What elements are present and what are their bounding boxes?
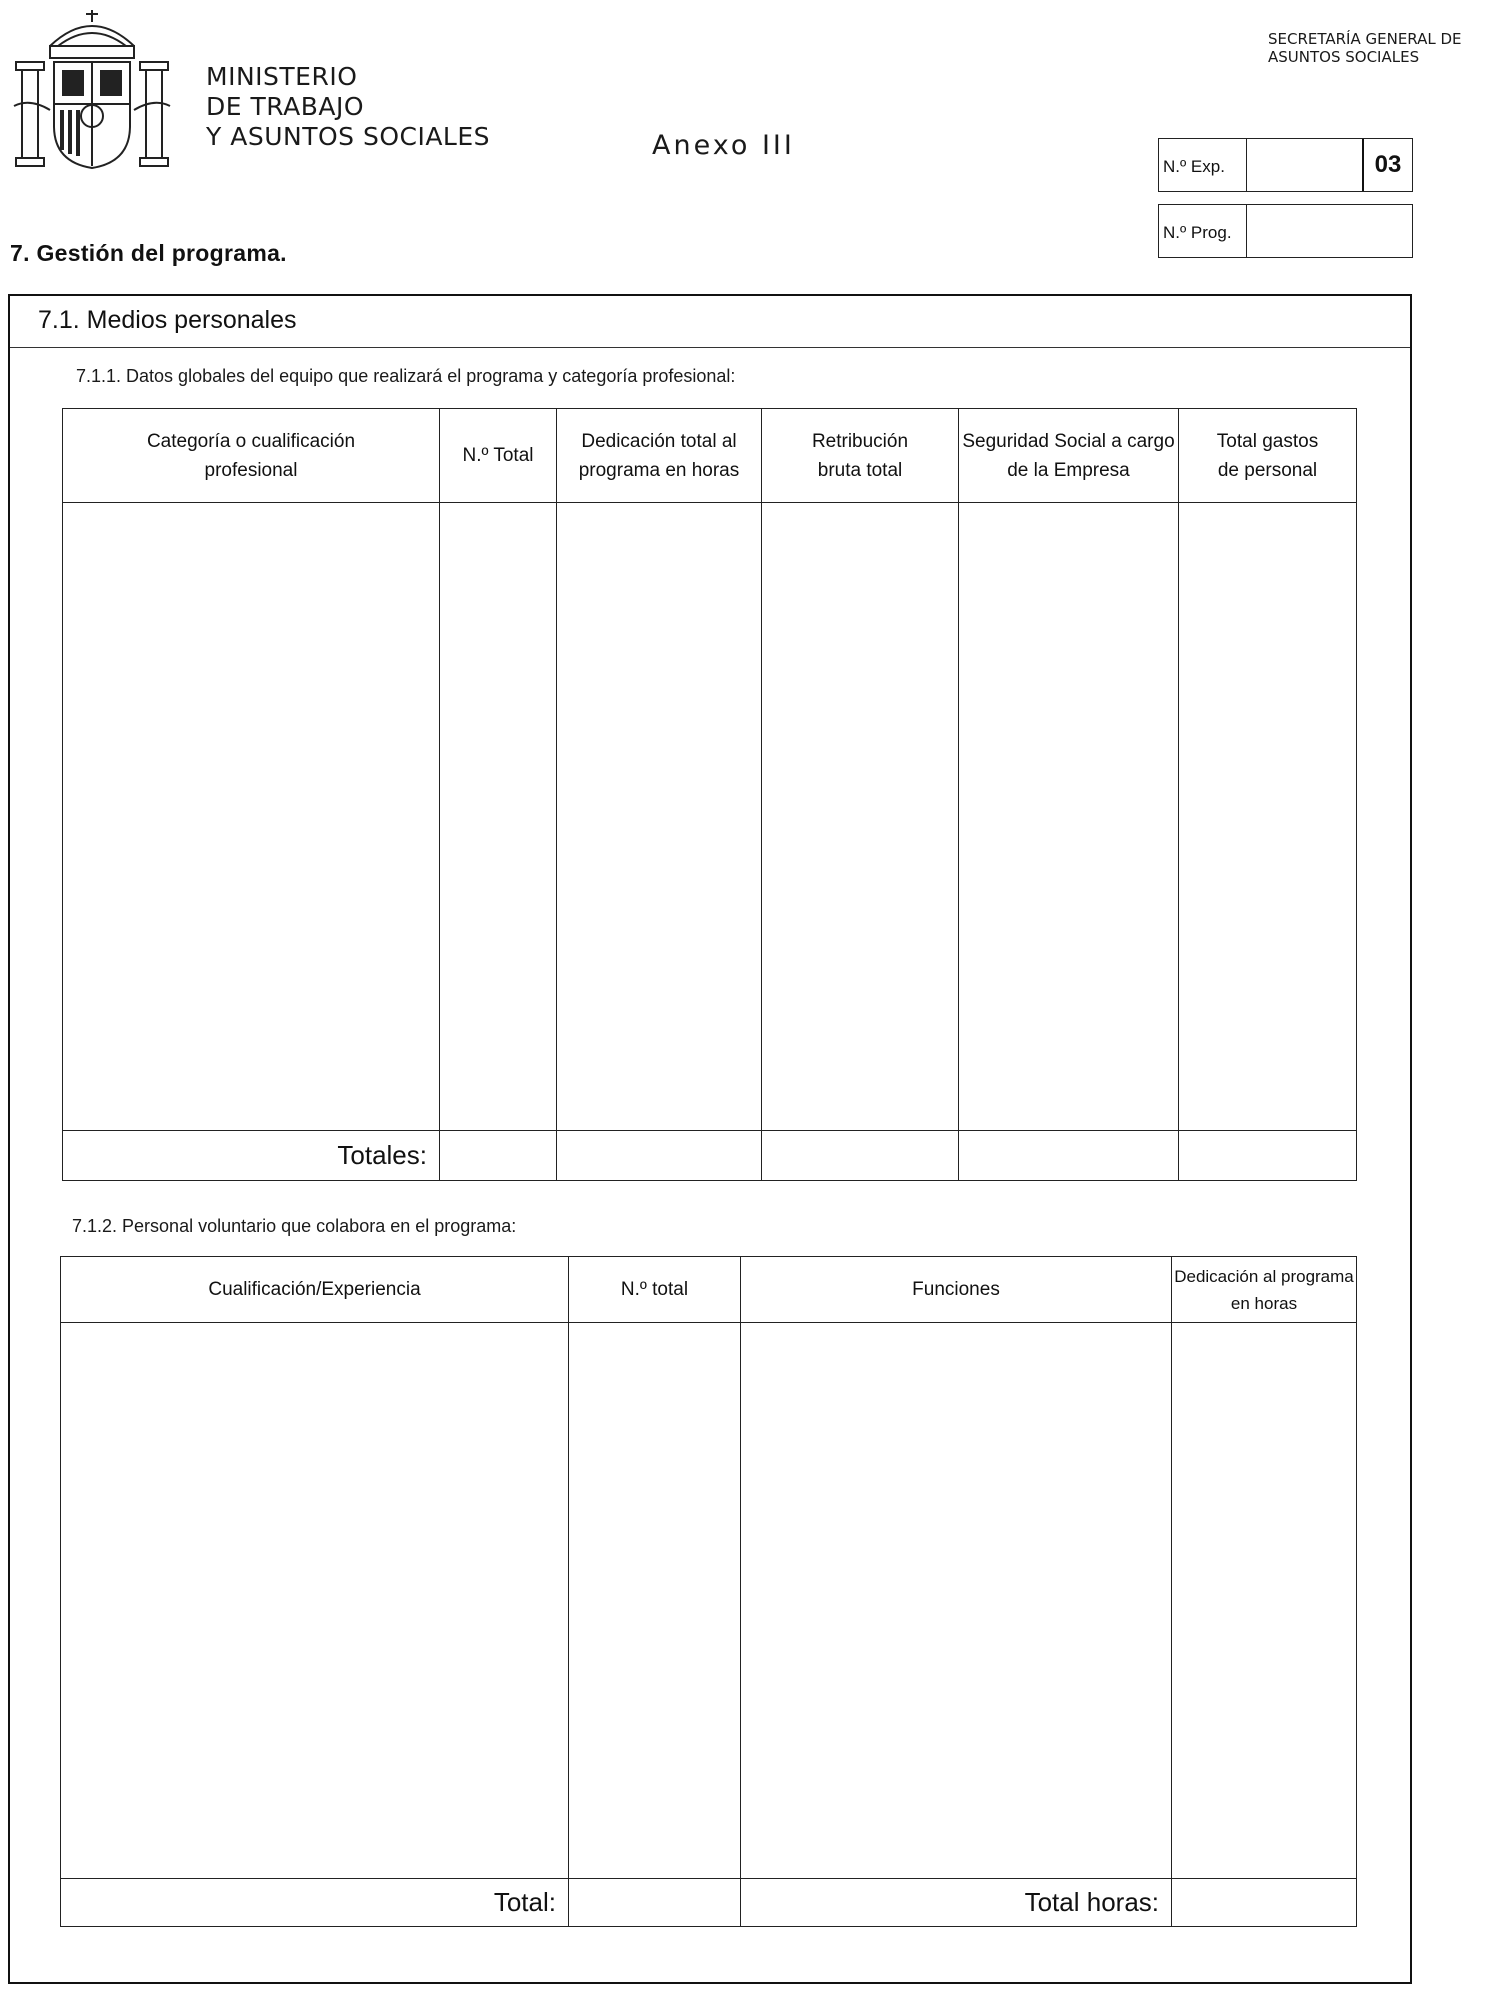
volunteer-table	[60, 1256, 1357, 1927]
ministry-line-1: MINISTERIO	[206, 62, 358, 91]
personal-means-frame	[8, 294, 1412, 1984]
totals-salary-cell[interactable]	[762, 1131, 959, 1181]
prog-label: N.º Prog.	[1159, 205, 1247, 257]
totals-total-cell[interactable]	[440, 1131, 557, 1181]
table2-caption: 7.1.2. Personal voluntario que colabora en el programa:	[72, 1216, 517, 1236]
annex-title: Anexo III	[652, 130, 795, 161]
exp-number-field[interactable]	[1247, 139, 1362, 191]
section-title: 7. Gestión del programa.	[10, 240, 287, 266]
col-header-social-security: Seguridad Social a cargo de la Empresa	[959, 409, 1179, 503]
exp-label: N.º Exp.	[1159, 139, 1247, 191]
coat-of-arms-logo	[10, 6, 175, 176]
staff-table	[62, 408, 1357, 1181]
totals-row	[61, 1879, 1357, 1927]
ministry-name	[206, 62, 490, 152]
total-volunteers-cell[interactable]	[569, 1879, 741, 1927]
qualification-cell[interactable]	[61, 1323, 569, 1879]
total-hours-cell[interactable]	[1172, 1879, 1357, 1927]
salary-cell[interactable]	[762, 503, 959, 1131]
secretaria-line-1: SECRETARÍA GENERAL DE	[1268, 30, 1462, 48]
col-header-volunteer-total: N.º total	[569, 1257, 741, 1323]
col-header-salary: Retribución bruta total	[762, 409, 959, 503]
social-security-cell[interactable]	[959, 503, 1179, 1131]
volunteer-total-cell[interactable]	[569, 1323, 741, 1879]
hours-cell[interactable]	[557, 503, 762, 1131]
volunteer-hours-cell[interactable]	[1172, 1323, 1357, 1879]
total-label: Total:	[61, 1879, 569, 1927]
totals-cost-cell[interactable]	[1179, 1131, 1357, 1181]
totals-social-security-cell[interactable]	[959, 1131, 1179, 1181]
prog-number-field[interactable]	[1247, 205, 1412, 257]
category-cell[interactable]	[63, 503, 440, 1131]
secretaria-name	[1268, 30, 1462, 66]
exp-number-box	[1158, 138, 1413, 192]
exp-code: 03	[1362, 139, 1412, 191]
table-header-row	[63, 409, 1357, 503]
table-header-row	[61, 1257, 1357, 1323]
total-cost-cell[interactable]	[1179, 503, 1357, 1131]
col-header-total-cost: Total gastos de personal	[1179, 409, 1357, 503]
total-cell[interactable]	[440, 503, 557, 1131]
totals-hours-cell[interactable]	[557, 1131, 762, 1181]
ministry-line-3: Y ASUNTOS SOCIALES	[206, 122, 491, 151]
total-hours-label: Total horas:	[741, 1879, 1172, 1927]
ministry-line-2: DE TRABAJO	[206, 92, 365, 121]
prog-number-box	[1158, 204, 1413, 258]
totals-label: Totales:	[63, 1131, 440, 1181]
col-header-total: N.º Total	[440, 409, 557, 503]
col-header-hours: Dedicación total al programa en horas	[557, 409, 762, 503]
totals-row	[63, 1131, 1357, 1181]
subsection-title: 7.1. Medios personales	[10, 296, 1410, 348]
table-row	[61, 1323, 1357, 1879]
col-header-category: Categoría o cualificación profesional	[63, 409, 440, 503]
secretaria-line-2: ASUNTOS SOCIALES	[1268, 48, 1420, 66]
col-header-qualification: Cualificación/Experiencia	[61, 1257, 569, 1323]
col-header-functions: Funciones	[741, 1257, 1172, 1323]
table1-caption: 7.1.1. Datos globales del equipo que realizará el programa y categoría profesional:	[76, 366, 736, 386]
table-row	[63, 503, 1357, 1131]
col-header-volunteer-hours: Dedicación al programa en horas	[1172, 1257, 1357, 1323]
functions-cell[interactable]	[741, 1323, 1172, 1879]
